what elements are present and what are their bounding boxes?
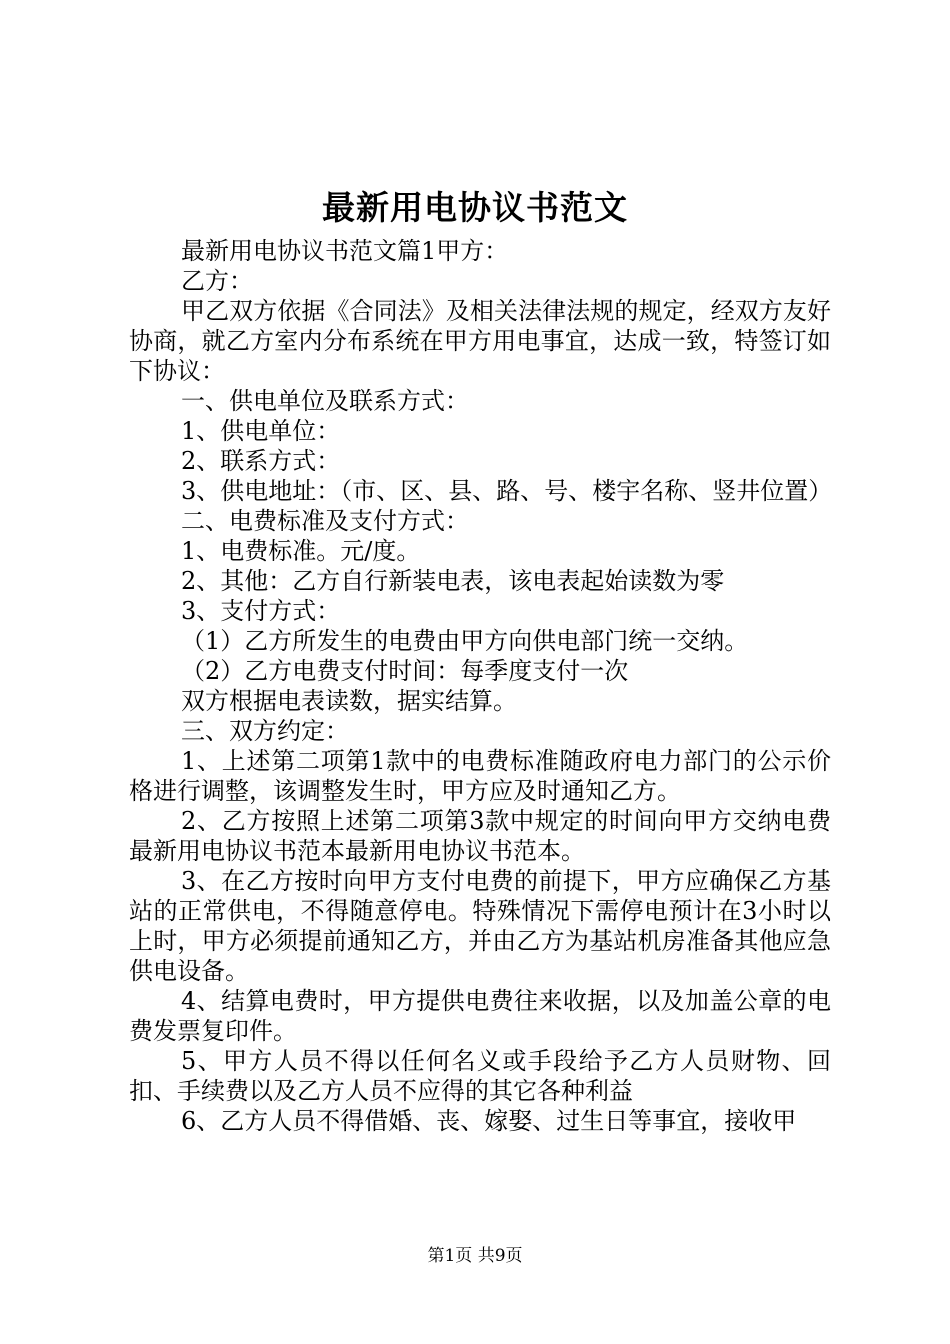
paragraph: 3、支付方式：	[181, 597, 341, 625]
paragraph: 一、供电单位及联系方式：	[181, 387, 469, 415]
paragraph: 3、供电地址：（市、区、县、路、号、楼宇名称、竖井位置）	[181, 477, 833, 505]
document-title: 最新用电协议书范文	[322, 188, 628, 227]
document-body	[129, 236, 831, 1136]
paragraph: 3、在乙方按时向甲方支付电费的前提下，甲方应确保乙方基站的正常供电，不得随意停电。特殊情况下需停电预计在3小时以上时，甲方必须提前通知乙方，并由乙方为基站机房准备其他应急供电设备。	[129, 867, 831, 985]
paragraph: 2、乙方按照上述第二项第3款中规定的时间向甲方交纳电费最新用电协议书范本最新用电协议书范本。	[129, 807, 831, 865]
paragraph: 三、双方约定：	[181, 717, 349, 745]
paragraph: 2、联系方式：	[181, 447, 341, 475]
paragraph: 最新用电协议书范文篇1甲方：	[181, 237, 509, 265]
paragraph: 6、乙方人员不得借婚、丧、嫁娶、过生日等事宜，接收甲	[181, 1107, 797, 1135]
paragraph: 二、电费标准及支付方式：	[181, 507, 469, 535]
paragraph: （1）乙方所发生的电费由甲方向供电部门统一交纳。	[181, 627, 749, 655]
paragraph: 1、上述第二项第1款中的电费标准随政府电力部门的公示价格进行调整，该调整发生时，甲方应及时通知乙方。	[129, 747, 831, 805]
paragraph: 双方根据电表读数，据实结算。	[181, 687, 517, 715]
paragraph: 5、甲方人员不得以任何名义或手段给予乙方人员财物、回扣、手续费以及乙方人员不应得的其它各种利益	[129, 1047, 831, 1105]
paragraph: 2、其他：乙方自行新装电表，该电表起始读数为零	[181, 567, 725, 595]
page-number: 第1页 共9页	[427, 1246, 523, 1266]
paragraph: 乙方：	[181, 267, 253, 295]
paragraph: 1、电费标准。元/度。	[181, 537, 421, 565]
paragraph: 4、结算电费时，甲方提供电费往来收据，以及加盖公章的电费发票复印件。	[129, 987, 831, 1045]
paragraph: （2）乙方电费支付时间：每季度支付一次	[181, 657, 629, 685]
paragraph: 甲乙双方依据《合同法》及相关法律法规的规定，经双方友好协商，就乙方室内分布系统在甲方用电事宜，达成一致，特签订如下协议：	[129, 297, 831, 385]
paragraph: 1、供电单位：	[181, 417, 341, 445]
